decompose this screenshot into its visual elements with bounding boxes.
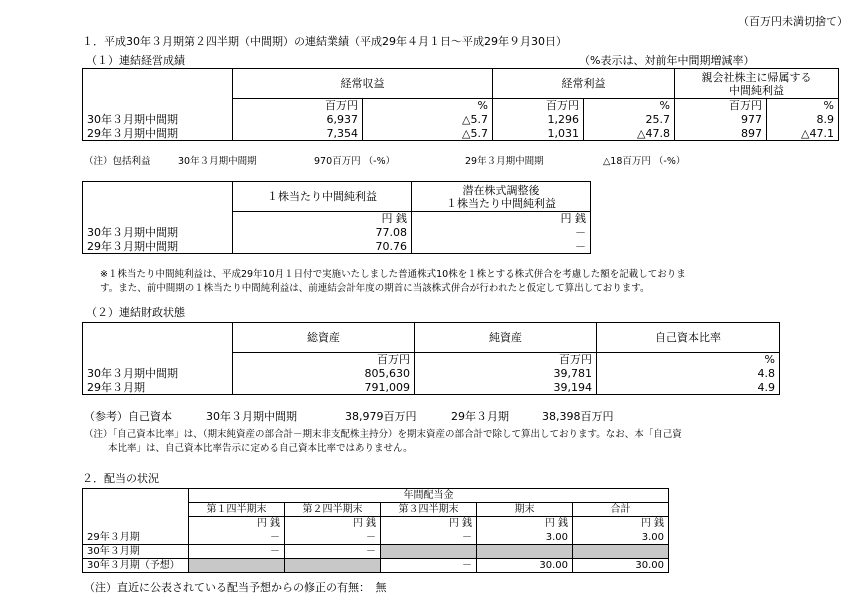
cell: △5.7 (363, 113, 493, 127)
dividend-header-q3: 第３四半期末 (381, 503, 477, 517)
row-label: 30年３月期（予想） (83, 559, 189, 573)
cell-shaded (381, 545, 477, 559)
cell: － (381, 559, 477, 573)
section1-title: １．平成30年３月期第２四半期（中間期）の連結業績（平成29年４月１日～平成29年９月30日） (82, 35, 567, 48)
cell: 77.08 (233, 226, 412, 240)
comprehensive-prev-value: △18百万円 （-%） (603, 156, 686, 167)
eps-header-diluted: 潜在株式調整後 １株当たり中間純利益 (412, 182, 591, 212)
eps-note-line2: す。また、前中間期の１株当たり中間純利益は、前連結会計年度の期首に当該株式併合が行われたと仮定して算出しております。 (100, 283, 650, 294)
cell: △5.7 (363, 127, 493, 141)
row-label: 30年３月期中間期 (83, 367, 233, 381)
results-unit: 百万円 (233, 99, 363, 113)
results-table (82, 68, 839, 141)
ratio-note-line2: 本比率」は、自己資本比率告示に定める自己資本比率ではありません。 (108, 443, 413, 454)
dividend-unit: 円 銭 (477, 517, 573, 531)
row-label: 29年３月期 (83, 381, 233, 395)
cell: 70.76 (233, 240, 412, 254)
table-row (83, 367, 780, 381)
eps-corner (83, 182, 233, 212)
table-row (83, 381, 780, 395)
forecast-note: （注）直近に公表されている配当予想からの修正の有無： 無 (84, 581, 387, 594)
cell: 4.9 (597, 381, 780, 395)
financial-table (82, 322, 780, 395)
cell-shaded (573, 545, 669, 559)
row-label: 30年３月期中間期 (83, 226, 233, 240)
cell-shaded (189, 559, 285, 573)
ref-equity-cur-value: 38,979百万円 (345, 410, 417, 423)
dividend-unit: 円 銭 (285, 517, 381, 531)
dividend-header-q2: 第２四半期末 (285, 503, 381, 517)
cell: － (381, 531, 477, 545)
dividend-corner (83, 489, 189, 503)
cell: 30.00 (573, 559, 669, 573)
section2-title: ２．配当の状況 (82, 472, 159, 485)
results-header-net-income: 親会社株主に帰属する 中間純利益 (675, 69, 839, 99)
dividend-header-year-end: 期末 (477, 503, 573, 517)
cell: 6,937 (233, 113, 363, 127)
dividend-header-total: 合計 (573, 503, 669, 517)
eps-header-basic: １株当たり中間純利益 (233, 182, 412, 212)
row-label: 29年３月期 (83, 531, 189, 545)
cell: 791,009 (233, 381, 415, 395)
row-label: 30年３月期中間期 (83, 113, 233, 127)
results-corner (83, 69, 233, 99)
dividend-group-header: 年間配当金 (189, 489, 669, 503)
cell-shaded (285, 559, 381, 573)
cell: 3.00 (573, 531, 669, 545)
dividend-unit: 円 銭 (573, 517, 669, 531)
comprehensive-cur-value: 970百万円 （-%） (314, 156, 396, 167)
ratio-note-line1: （注）「自己資本比率」は、（期末純資産の部合計－期末非支配株主持分）を期末資産の部合計で除して算出しております。なお、本「自己資 (84, 429, 682, 440)
table-row (83, 240, 591, 254)
row-label: 29年３月期中間期 (83, 240, 233, 254)
row-label: 29年３月期中間期 (83, 127, 233, 141)
financial-unit: 百万円 (415, 353, 597, 367)
cell: － (189, 531, 285, 545)
cell: 25.7 (584, 113, 675, 127)
financial-unit: 百万円 (233, 353, 415, 367)
cell: 1,296 (493, 113, 584, 127)
ref-equity-label: （参考）自己資本 (84, 410, 172, 423)
results-unit: % (767, 99, 839, 113)
financial-header-capital-ratio: 自己資本比率 (597, 323, 780, 353)
eps-unit-blank (83, 212, 233, 226)
results-unit-blank (83, 99, 233, 113)
section1-sub2: （２）連結財政状態 (86, 306, 185, 319)
dividend-corner-2 (83, 503, 189, 517)
cell: 977 (675, 113, 767, 127)
results-header-revenue: 経常収益 (233, 69, 493, 99)
cell: 39,781 (415, 367, 597, 381)
cell: 7,354 (233, 127, 363, 141)
financial-corner (83, 323, 233, 353)
eps-note-line1: ※１株当たり中間純利益は、平成29年10月１日付で実施いたしました普通株式10株を１株とする株式併合を考慮した額を記載しておりま (100, 269, 686, 280)
cell: － (189, 545, 285, 559)
comprehensive-prev-label: 29年３月期中間期 (465, 156, 544, 167)
cell: 1,031 (493, 127, 584, 141)
cell: 3.00 (477, 531, 573, 545)
ref-equity-cur-label: 30年３月期中間期 (206, 410, 297, 423)
financial-unit: % (597, 353, 780, 367)
row-label: 30年３月期 (83, 545, 189, 559)
cell: 805,630 (233, 367, 415, 381)
dividend-unit-blank (83, 517, 189, 531)
eps-table (82, 181, 591, 254)
dividend-table (82, 488, 669, 573)
comprehensive-label: （注）包括利益 (84, 156, 151, 167)
results-header-ordinary-profit: 経常利益 (493, 69, 675, 99)
cell: △47.1 (767, 127, 839, 141)
results-unit: % (584, 99, 675, 113)
table-row (83, 127, 839, 141)
results-unit: 百万円 (675, 99, 767, 113)
cell: 897 (675, 127, 767, 141)
results-unit: 百万円 (493, 99, 584, 113)
cell-shaded (477, 545, 573, 559)
cell: 39,194 (415, 381, 597, 395)
dividend-unit: 円 銭 (189, 517, 285, 531)
eps-unit: 円 銭 (233, 212, 412, 226)
percent-note: （%表示は、対前年中間期増減率） (579, 54, 755, 67)
cell: 8.9 (767, 113, 839, 127)
table-row (83, 113, 839, 127)
cell: － (412, 226, 591, 240)
table-row (83, 559, 669, 573)
cell: 30.00 (477, 559, 573, 573)
results-unit: % (363, 99, 493, 113)
table-row (83, 545, 669, 559)
cell: 4.8 (597, 367, 780, 381)
eps-unit: 円 銭 (412, 212, 591, 226)
cell: － (412, 240, 591, 254)
financial-header-total-assets: 総資産 (233, 323, 415, 353)
dividend-header-q1: 第１四半期末 (189, 503, 285, 517)
financial-header-net-assets: 純資産 (415, 323, 597, 353)
table-row (83, 226, 591, 240)
financial-unit-blank (83, 353, 233, 367)
ref-equity-prev-value: 38,398百万円 (542, 410, 614, 423)
cell: △47.8 (584, 127, 675, 141)
cell: － (285, 545, 381, 559)
comprehensive-cur-label: 30年３月期中間期 (178, 156, 257, 167)
section1-sub1: （１）連結経営成績 (86, 54, 185, 67)
unit-note: （百万円未満切捨て） (738, 15, 848, 28)
ref-equity-prev-label: 29年３月期 (451, 410, 509, 423)
dividend-unit: 円 銭 (381, 517, 477, 531)
table-row (83, 531, 669, 545)
cell: － (285, 531, 381, 545)
